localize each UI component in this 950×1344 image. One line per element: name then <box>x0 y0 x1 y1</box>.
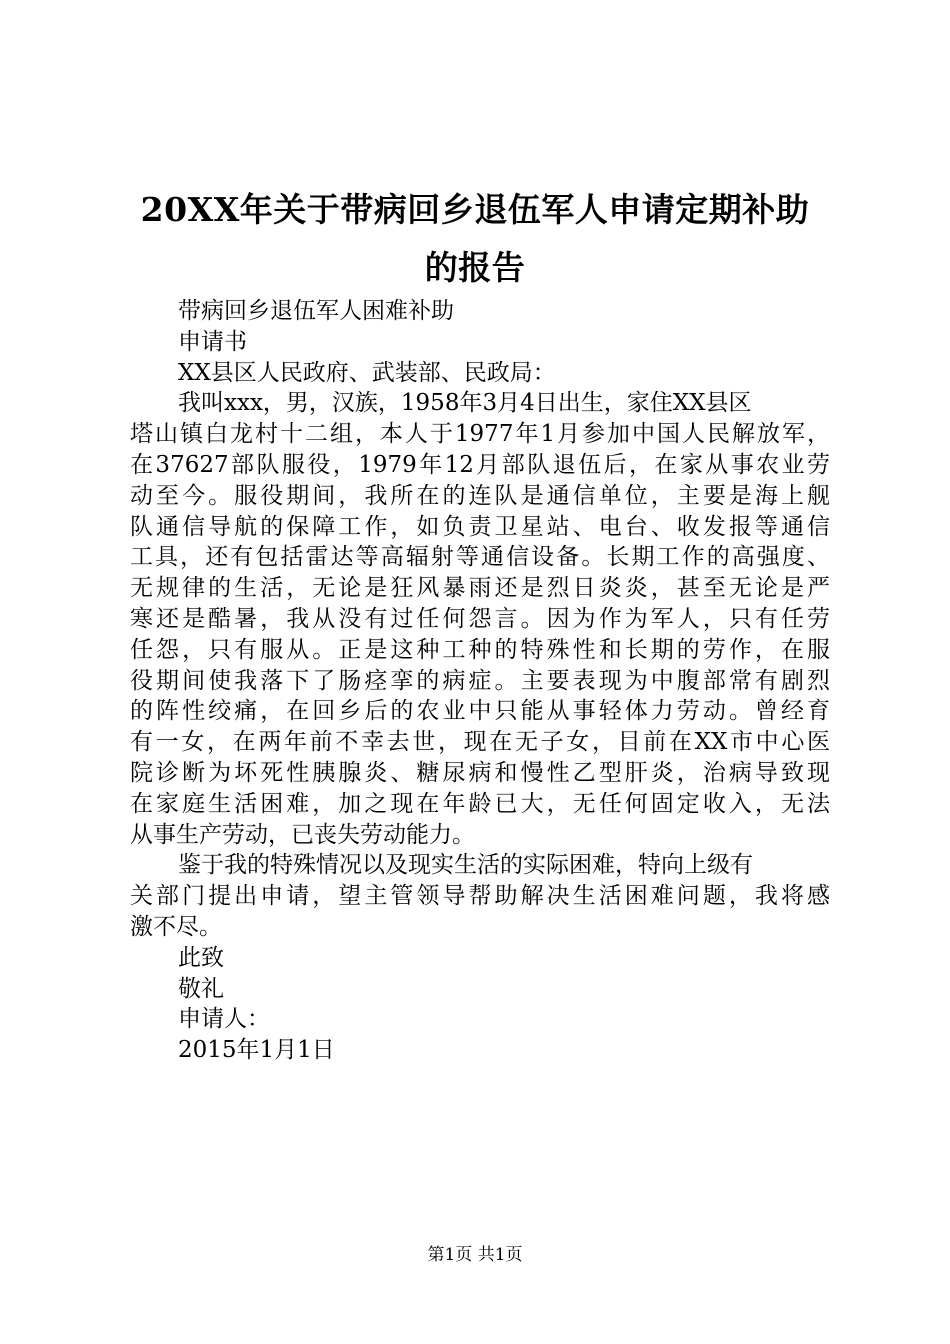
body-line: 役期间使我落下了肠痉挛的病症。主要表现为中腹部常有剧烈 <box>130 667 830 694</box>
body-line: 有一女，在两年前不幸去世，现在无子女，目前在XX市中心医 <box>130 729 830 756</box>
body-line: 我叫xxx，男，汉族，1958年3月4日出生，家住XX县区 <box>178 390 752 417</box>
body-line: 的阵性绞痛，在回乡后的农业中只能从事轻体力劳动。曾经育 <box>130 698 830 725</box>
request-line: 鉴于我的特殊情况以及现实生活的实际困难，特向上级有 <box>178 852 753 879</box>
body-line: 院诊断为坏死性胰腺炎、糖尿病和慢性乙型肝炎，治病导致现 <box>130 759 830 786</box>
subtitle-line-2: 申请书 <box>178 328 247 355</box>
addressee: XX县区人民政府、武装部、民政局： <box>178 359 556 386</box>
document-body <box>130 296 830 1066</box>
body-line: 从事生产劳动，已丧失劳动能力。 <box>130 821 475 848</box>
document-title-line-1: 20XX年关于带病回乡退伍军人申请定期补助 <box>140 190 810 229</box>
signature-label: 申请人： <box>178 1006 270 1033</box>
document-date: 2015年1月1日 <box>178 1037 335 1064</box>
closing-greeting: 此致 <box>178 944 224 971</box>
request-line: 关部门提出申请，望主管领导帮助解决生活困难问题，我将感 <box>130 883 830 910</box>
body-line: 队通信导航的保障工作，如负责卫星站、电台、收发报等通信 <box>130 513 830 540</box>
body-line: 在家庭生活困难，加之现在年龄已大，无任何固定收入，无法 <box>130 790 830 817</box>
body-line: 寒还是酷暑，我从没有过任何怨言。因为作为军人，只有任劳 <box>130 605 830 632</box>
body-line: 塔山镇白龙村十二组，本人于1977年1月参加中国人民解放军， <box>130 421 830 448</box>
body-line: 任怨，只有服从。正是这种工种的特殊性和长期的劳作，在服 <box>130 636 830 663</box>
subtitle-line-1: 带病回乡退伍军人困难补助 <box>178 298 454 324</box>
body-line: 工具，还有包括雷达等高辐射等通信设备。长期工作的高强度、 <box>130 544 830 571</box>
closing-salute: 敬礼 <box>178 975 224 1002</box>
page-footer: 第1页 共1页 <box>427 1245 523 1265</box>
request-line: 激不尽。 <box>130 913 222 940</box>
document-title-line-2: 的报告 <box>424 248 526 287</box>
body-line: 无规律的生活，无论是狂风暴雨还是烈日炎炎，甚至无论是严 <box>130 575 830 602</box>
body-line: 在37627部队服役，1979年12月部队退伍后，在家从事农业劳 <box>130 451 830 478</box>
body-line: 动至今。服役期间，我所在的连队是通信单位，主要是海上舰 <box>130 482 830 509</box>
